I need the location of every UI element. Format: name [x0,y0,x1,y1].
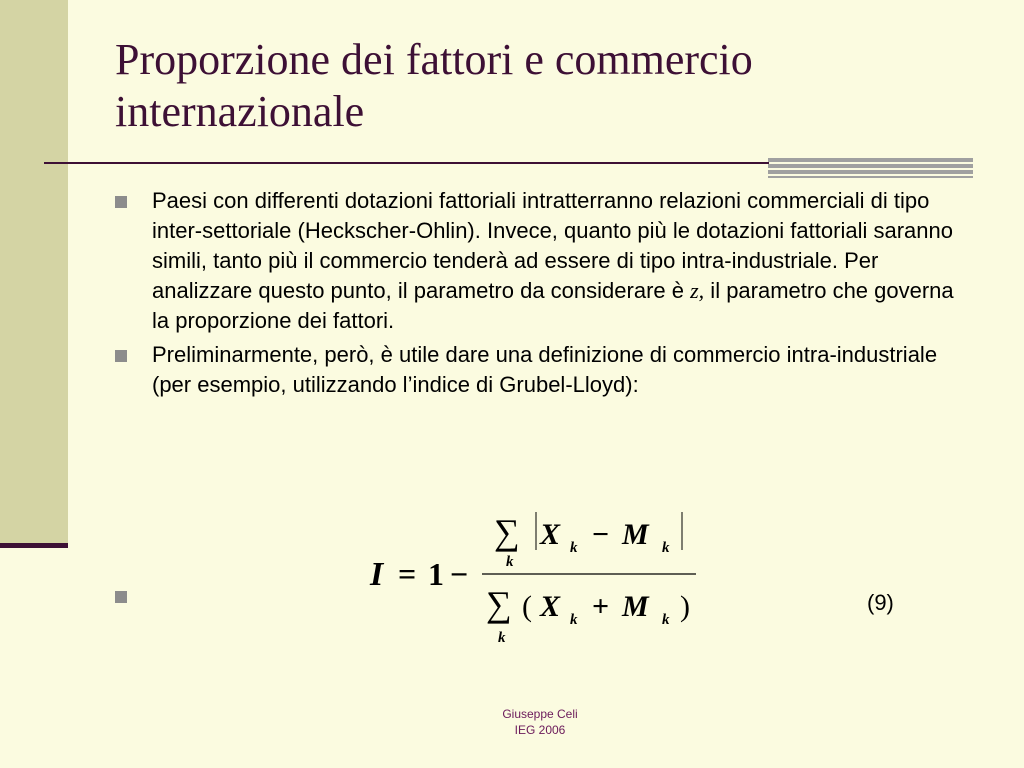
bullet-2-text: Preliminarmente, però, è utile dare una definizione di commercio intra-industriale (per esempio, utilizzando l’indice di Grubel-Lloyd): [152,342,938,397]
numerator-M-index: k [662,540,670,556]
side-bar-rule [0,543,68,548]
denominator-plus: + [592,590,610,623]
grubel-lloyd-formula [360,500,720,650]
formula-minus: − [450,556,469,592]
numerator-X-index: k [570,540,578,556]
numerator-sum: ∑ [494,512,520,552]
side-bar-decoration [0,0,68,548]
bullet-1-text: Paesi con differenti dotazioni fattoriali intratterranno relazioni commerciali di tipo inter-settoriale (Heckscher-Ohlin). Invece, quanto più le dotazioni fattoriali saranno simili, tanto più il commercio tenderà ad essere di tipo intra-industriale. Per analizzare questo punto, il parametro da considerare è [152,188,953,303]
bullet-square-icon [115,591,127,603]
bullet-item-1 [115,186,955,336]
title-underline-striped [768,158,973,178]
denominator-sum: ∑ [486,584,512,624]
denominator-X-index: k [570,612,578,628]
denominator-M: M [622,590,649,623]
bullet-list [115,186,955,404]
formula-equals: = [398,556,417,592]
footer-author: Giuseppe Celi [502,707,578,721]
bullet-square-icon [115,196,127,208]
bullet-1-text-end: il parametro che governa la proporzione dei fattori. [152,278,954,333]
formula-one: 1 [428,556,444,592]
denominator-sum-index: k [498,630,506,646]
numerator-minus: − [592,518,610,551]
formula-lhs: I [370,556,384,593]
denominator-rparen: ) [680,590,690,623]
denominator-lparen: ( [522,590,532,623]
denominator-M-index: k [662,612,670,628]
bullet-item-2 [115,340,955,400]
variable-z: z, [690,278,705,303]
bullet-square-icon [115,350,127,362]
footer-course: IEG 2006 [514,723,566,737]
denominator-X: X [540,590,561,623]
title-underline [44,162,769,164]
slide-footer [470,706,610,738]
equation-number: (9) [867,590,894,615]
numerator-sum-index: k [506,554,514,570]
slide-title: Proporzione dei fattori e commercio internazionale [115,35,753,136]
numerator-M: M [622,518,649,551]
numerator-X: X [540,518,561,551]
